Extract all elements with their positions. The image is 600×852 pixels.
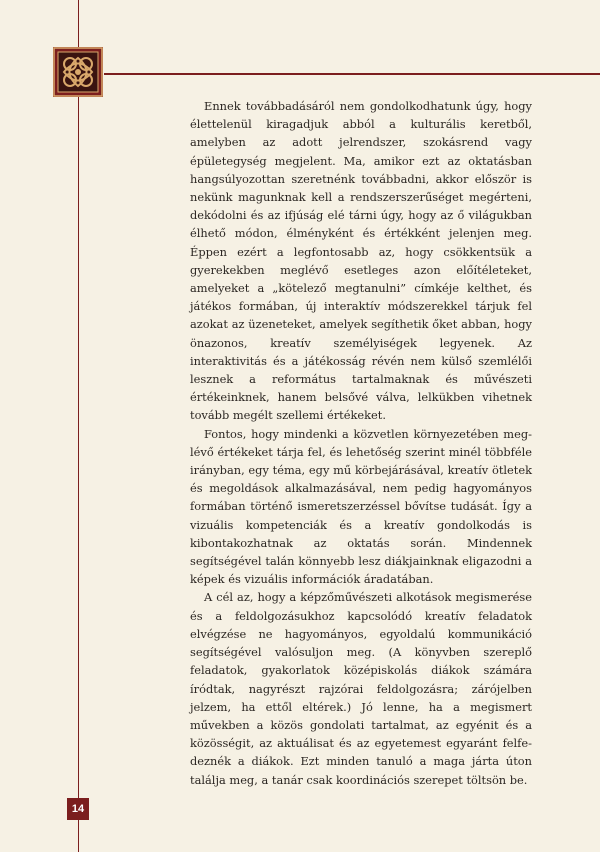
paragraph-1: Ennek továbbadásáról nem gondolkodhatunk úgy, hogy élettelenül kiragadjuk abból a kulturális keretből, amelyben az adott jelrendszer, szokásrend vagy épületegység megjelent. Ma, amikor ezt az oktatásban hangsúlyozottan szeretnénk továbbadni, akkor először is nekünk magunknak kell a rendszerszerűséget megérteni, dekódolni és az ifjúság elé tárni úgy, hogy az ő világukban élhető módon, élményként és értékként jelenjen meg. Éppen ezért a legfontosabb az, hogy csökkentsük a gyerekekben meglévő esetleges azon előítéleteket, amelyeket a „kötelező megtanulni” címkéje kelthet, és játékos formában, új interaktív módszerekkel tárjuk fel azokat az üzeneteket, amelyek segíthetik őket abban, hogy önazonos, kreatív személyiségek legyenek. Az interaktivitás és a játékosság révén nem külső szemlélői lesznek a református tartalmaknak és művészeti értékeinknek, hanem belsővé válva, lelkükben vihetnek tovább megélt szellemi értékeket. <box>190 99 532 423</box>
page-number: 14 <box>67 798 89 820</box>
paragraph-2: Fontos, hogy mindenki a közvetlen környezetében meglévő értékeket tárja fel, és lehetőség szerint minél többféle irányban, egy téma, egy mű körbejárásával, kreatív ötletek és megoldások alkalmazásával, nem pedig hagyományos formában történő ismeretszerzéssel bővítse tudását. Így a vizuális kompetenciák és a kreatív gondolkodás is kibontakozhatnak az oktatás során. Mindennek segítségével talán könnyebb lesz diákjainknak eligazodni a képek és vizuális információk áradatában. <box>190 426 532 587</box>
body-text <box>190 97 532 789</box>
margin-vertical-rule <box>78 0 79 852</box>
celtic-knot-ornament-icon <box>53 47 103 97</box>
header-horizontal-rule <box>104 73 600 75</box>
paragraph-3: A cél az, hogy a képzőművészeti alkotások megismerése és a feldolgozásukhoz kapcsolódó kreatív feladatok elvégzése ne hagyományos, egyoldalú kommunikáció segítségével valósuljon meg. (A könyvben szereplő feladatok, gyakorlatok középiskolás diákok számára íródtak, nagyrészt rajzórai feldolgozásra; zárójelben jelzem, ha ettől eltérek.) Jó lenne, ha a megismert művekben a közös gondolati tartalmat, az egyénit és a közösségit, az aktuálisat és az egyetemest egyaránt felfedeznék a diákok. Ezt minden tanuló a maga járta úton találja meg, a tanár csak koordinációs szerepet töltsön be. <box>190 590 532 787</box>
